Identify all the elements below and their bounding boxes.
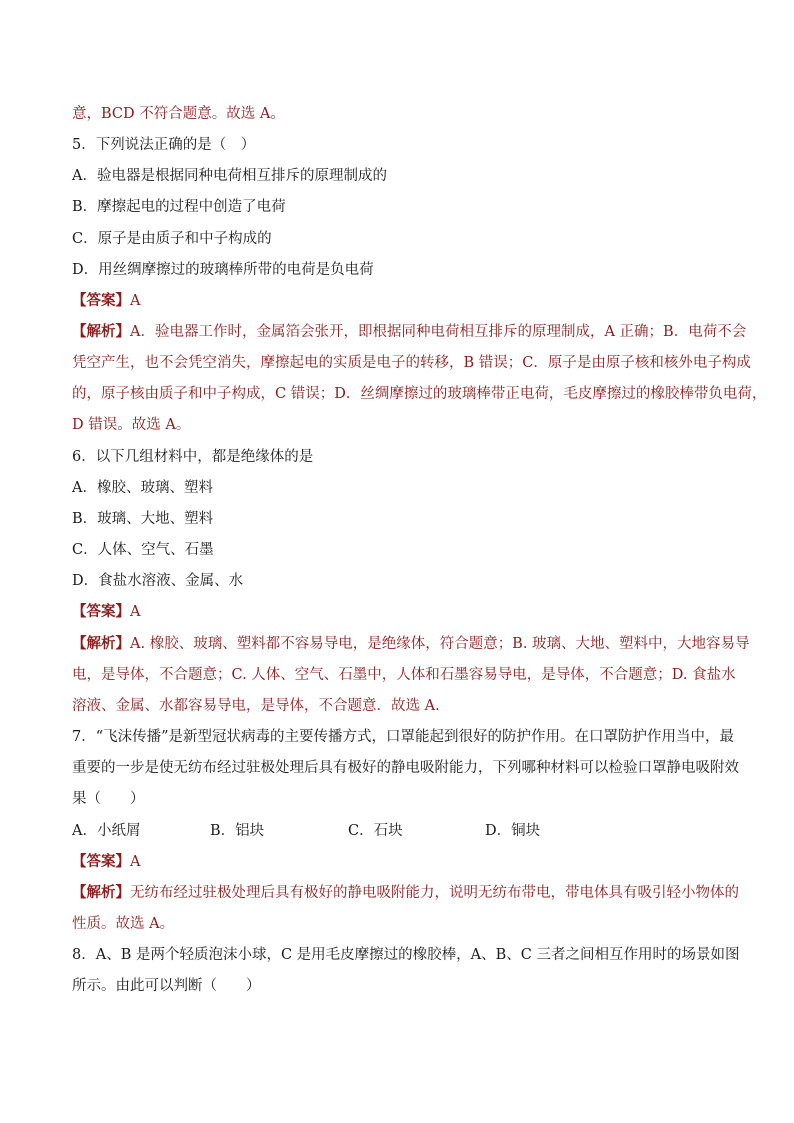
- explanation-text: A．验电器工作时，金属箔会张开，即根据同种电荷相互排斥的原理制成，A 正确；B．电荷不会: [130, 324, 747, 340]
- question-8-stem-line-1: 8．A、B 是两个轻质泡沫小球，C 是用毛皮摩擦过的橡胶棒，A、B、C 三者之间相互作用时的场景如图: [72, 947, 740, 963]
- question-6-stem: 6．以下几组材料中，都是绝缘体的是: [72, 449, 314, 465]
- continued-explanation: 意，BCD 不符合题意。故选 A。: [72, 106, 285, 122]
- question-7-stem-line-1: 7．“飞沫传播”是新型冠状病毒的主要传播方式，口罩能起到很好的防护作用。在口罩防护作用当中，最: [72, 729, 735, 745]
- question-6-explanation-line-2: 电，是导体，不合题意；C. 人体、空气、石墨中，人体和石墨容易导电，是导体，不合题意；D. 食盐水: [72, 667, 736, 683]
- answer-value: A: [130, 604, 141, 620]
- question-7-option-c: C．石块: [348, 823, 403, 839]
- answer-tag: 【答案】: [72, 603, 130, 620]
- question-7-stem-line-2: 重要的一步是使无纺布经过驻极处理后具有极好的静电吸附能力，下列哪种材料可以检验口罩静电吸附效: [72, 760, 739, 776]
- question-7-explanation-line-1: [72, 883, 739, 903]
- question-7-option-a: A．小纸屑: [72, 823, 141, 839]
- question-7-option-b: B．铝块: [210, 823, 265, 839]
- question-6-explanation-line-3: 溶液、金属、水都容易导电，是导体，不合题意．故选 A.: [72, 698, 440, 714]
- question-5-explanation-line-4: D 错误。故选 A。: [72, 417, 191, 433]
- question-6-answer: [72, 602, 732, 622]
- question-6-explanation-line-1: [72, 634, 750, 654]
- question-8-stem-line-2: 所示。由此可以判断（ ）: [72, 978, 261, 994]
- question-5-option-d: D．用丝绸摩擦过的玻璃棒所带的电荷是负电荷: [72, 262, 374, 278]
- question-6-option-c: C．人体、空气、石墨: [72, 542, 214, 558]
- question-5-option-a: A．验电器是根据同种电荷相互排斥的原理制成的: [72, 168, 387, 184]
- answer-tag: 【答案】: [72, 853, 130, 870]
- explanation-tag: 【解析】: [72, 884, 130, 901]
- question-5-explanation-line-2: 凭空产生，也不会凭空消失，摩擦起电的实质是电子的转移，B 错误；C．原子是由原子核和核外电子构成: [72, 355, 751, 371]
- question-5-option-c: C．原子是由质子和中子构成的: [72, 231, 272, 247]
- answer-value: A: [130, 854, 141, 870]
- answer-tag: 【答案】: [72, 292, 130, 309]
- question-6-option-b: B．玻璃、大地、塑料: [72, 511, 214, 527]
- question-7-explanation-line-2: 性质。故选 A。: [72, 916, 175, 932]
- explanation-text: A. 橡胶、玻璃、塑料都不容易导电，是绝缘体，符合题意；B. 玻璃、大地、塑料中，大地容易导: [130, 636, 750, 652]
- question-5-answer: [72, 291, 732, 311]
- explanation-tag: 【解析】: [72, 635, 130, 652]
- question-5-stem: 5．下列说法正确的是（ ）: [72, 137, 256, 153]
- question-7-stem-line-3: 果（ ）: [72, 791, 145, 807]
- question-6-option-d: D．食盐水溶液、金属、水: [72, 573, 244, 589]
- question-7-answer: [72, 852, 732, 872]
- question-5-explanation-line-3: 的，原子核由质子和中子构成，C 错误；D．丝绸摩擦过的玻璃棒带正电荷，毛皮摩擦过的橡胶棒带负电荷，: [72, 386, 767, 402]
- question-6-option-a: A．橡胶、玻璃、塑料: [72, 480, 213, 496]
- answer-value: A: [130, 293, 141, 309]
- question-5-explanation-line-1: [72, 322, 747, 342]
- question-7-option-d: D．铜块: [485, 823, 541, 839]
- explanation-tag: 【解析】: [72, 323, 130, 340]
- question-5-option-b: B．摩擦起电的过程中创造了电荷: [72, 199, 286, 215]
- explanation-text: 无纺布经过驻极处理后具有极好的静电吸附能力，说明无纺布带电，带电体具有吸引轻小物体的: [130, 885, 739, 901]
